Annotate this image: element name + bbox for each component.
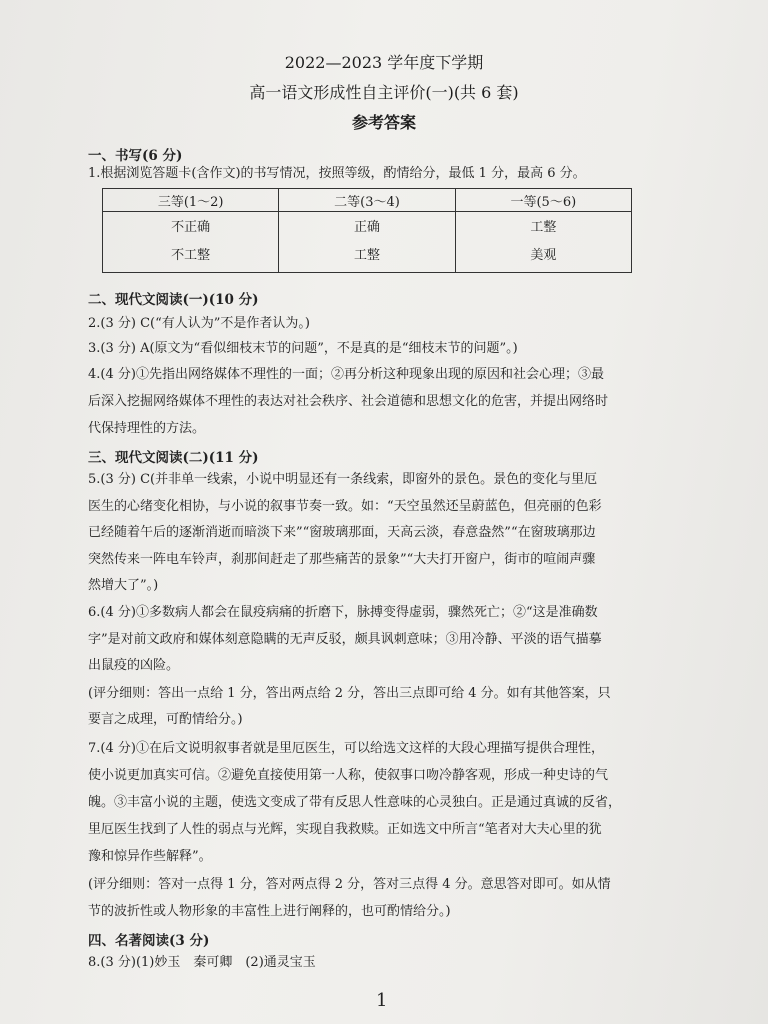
- q6-answer-line: 6.(4 分)①多数病人都会在鼠疫病痛的折磨下，脉搏变得虚弱，骤然死亡；②“这是准确数: [88, 605, 598, 620]
- page-number: 1: [376, 990, 388, 1011]
- section-heading-reading-1: 二、现代文阅读(一)(10 分): [88, 292, 259, 308]
- grade-criterion: 美观: [530, 248, 557, 263]
- school-year-title: 2022—2023 学年度下学期: [284, 53, 484, 72]
- grade-cell: [455, 212, 631, 273]
- q6-scoring-note-line: 要言之成理，可酌情给分。): [88, 712, 243, 727]
- q1-text: 1.根据浏览答题卡(含作文)的书写情况，按照等级，酌情给分，最低 1 分，最高 6 分。: [88, 166, 586, 181]
- q7-answer-line: 豫和惊异作些解释”。: [88, 849, 212, 864]
- q5-answer-line: 医生的心绪变化相协，与小说的叙事节奏一致。如：“天空虽然还呈蔚蓝色，但亮丽的色彩: [88, 499, 602, 514]
- grade-criterion: 正确: [353, 220, 380, 235]
- q6-scoring-note-line: (评分细则：答出一点给 1 分，答出两点给 2 分，答出三点即可给 4 分。如有其他答案，只: [88, 686, 611, 701]
- grading-table: [102, 188, 632, 273]
- q7-answer-line: 魄。③丰富小说的主题，使选文变成了带有反思人性意味的心灵独白。正是通过真诚的反省，: [88, 795, 622, 810]
- q6-answer-line: 字”是对前文政府和媒体刻意隐瞒的无声反驳，颇具讽刺意味；③用冷静、平淡的语气描摹: [88, 632, 602, 647]
- q8-answer: 8.(3 分)(1)妙玉 秦可卿 (2)通灵宝玉: [88, 955, 316, 970]
- grading-table-header-row: [103, 189, 632, 212]
- q7-answer-line: 7.(4 分)①在后文说明叙事者就是里厄医生，可以给选文这样的大段心理描写提供合理性，: [88, 741, 604, 756]
- section-heading-classics: 四、名著阅读(3 分): [88, 933, 210, 949]
- grade-cell: [103, 212, 279, 273]
- q5-answer-line: 已经随着午后的逐渐消逝而暗淡下来”“窗玻璃那面，天高云淡，春意盎然”“在窗玻璃那边: [88, 525, 596, 540]
- q4-answer-line: 代保持理性的方法。: [88, 421, 206, 436]
- grade-header-third: 三等(1～2): [103, 189, 279, 212]
- grade-cell: [279, 212, 455, 273]
- q6-answer-line: 出鼠疫的凶险。: [88, 658, 180, 673]
- q2-answer: 2.(3 分) C(“有人认为”不是作者认为。): [88, 316, 310, 331]
- q5-answer-line: 然增大了”。): [88, 578, 159, 593]
- grade-criterion: 工整: [530, 220, 557, 235]
- section-heading-writing: 一、书写(6 分): [88, 148, 183, 164]
- q3-answer: 3.(3 分) A(原文为“看似细枝末节的问题”，不是真的是“细枝末节的问题”。): [88, 341, 518, 356]
- grade-criterion: 不正确: [171, 220, 211, 235]
- q5-answer-line: 突然传来一阵电车铃声，刹那间赶走了那些痛苦的景象”“大夫打开窗户，街市的喧闹声骤: [88, 552, 596, 567]
- q7-scoring-note-line: 节的波折性或人物形象的丰富性上进行阐释的，也可酌情给分。): [88, 904, 451, 919]
- q4-answer-line: 后深入挖掘网络媒体不理性的表达对社会秩序、社会道德和思想文化的危害，并提出网络时: [88, 394, 609, 409]
- grade-header-first: 一等(5～6): [455, 189, 631, 212]
- exam-title: 高一语文形成性自主评价(一)(共 6 套): [249, 83, 519, 102]
- answer-key-title: 参考答案: [351, 113, 416, 132]
- grade-header-second: 二等(3～4): [279, 189, 455, 212]
- q7-answer-line: 使小说更加真实可信。②避免直接使用第一人称，使叙事口吻冷静客观，形成一种史诗的气: [88, 768, 609, 783]
- grade-criterion: 工整: [353, 248, 380, 263]
- q7-answer-line: 里厄医生找到了人性的弱点与光辉，实现自我救赎。正如选文中所言“笔者对大夫心里的犹: [88, 822, 602, 837]
- grade-criterion: 不工整: [171, 248, 211, 263]
- section-heading-reading-2: 三、现代文阅读(二)(11 分): [88, 450, 259, 466]
- q5-answer-line: 5.(3 分) C(并非单一线索，小说中明显还有一条线索，即窗外的景色。景色的变化与里厄: [88, 472, 598, 487]
- q4-answer-line: 4.(4 分)①先指出网络媒体不理性的一面；②再分析这种现象出现的原因和社会心理；③最: [88, 367, 604, 382]
- q7-scoring-note-line: (评分细则：答对一点得 1 分，答对两点得 2 分，答对三点得 4 分。意思答对即可。如从情: [88, 877, 611, 892]
- grading-table-row: [103, 212, 632, 273]
